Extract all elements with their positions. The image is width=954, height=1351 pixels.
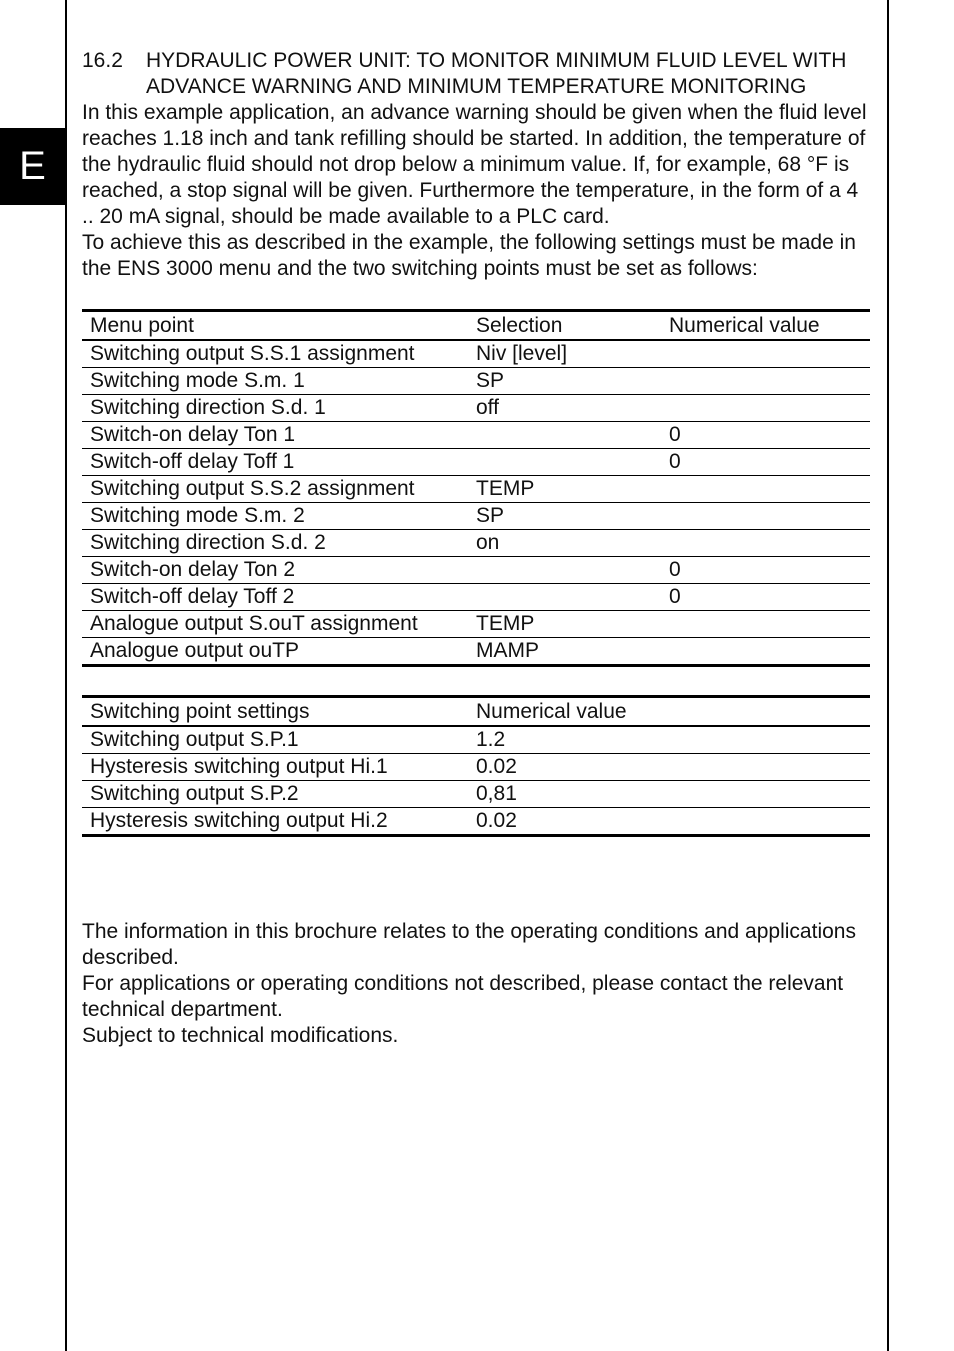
value-cell (661, 503, 870, 530)
right-margin-rule (887, 0, 889, 1351)
selection-cell: Niv [level] (476, 342, 568, 365)
menu-point-cell: Analogue output S.ouT assignment (90, 612, 418, 635)
selection-cell: off (476, 396, 499, 419)
section-number: 16.2 (82, 49, 123, 72)
selection-cell: MAMP (476, 639, 539, 662)
setting-cell: Switching output S.P.2 (90, 782, 299, 805)
language-tab: E (0, 128, 65, 205)
menu-point-cell: Switch-on delay Ton 1 (90, 423, 296, 446)
column-header: Switching point settings (90, 699, 310, 723)
table-row (82, 754, 870, 781)
switching-point-table (82, 695, 870, 837)
menu-point-cell: Switching direction S.d. 2 (90, 531, 326, 554)
menu-point-cell: Switching mode S.m. 1 (90, 369, 305, 392)
menu-settings-table (82, 309, 870, 667)
column-header: Selection (476, 313, 563, 337)
table-row (82, 530, 870, 557)
menu-point-cell: Analogue output ouTP (90, 639, 299, 662)
table-row (82, 476, 870, 503)
selection-cell: on (476, 531, 500, 554)
value-cell: 0.02 (476, 809, 517, 832)
selection-cell: SP (476, 369, 505, 392)
disclaimer-line: Subject to technical modifications. (82, 1024, 399, 1047)
selection-cell (468, 584, 661, 611)
selection-cell (468, 557, 661, 584)
value-cell (661, 530, 870, 557)
table-header-row (82, 697, 870, 727)
value-cell (661, 368, 870, 395)
value-cell (661, 476, 870, 503)
table-row (82, 611, 870, 638)
left-margin-rule (65, 0, 67, 1351)
column-header: Numerical value (476, 699, 627, 723)
table-header-row (82, 311, 870, 341)
value-cell: 0 (669, 558, 681, 581)
table-row (82, 638, 870, 666)
section-title: HYDRAULIC POWER UNIT: TO MONITOR MINIMUM FLUID LEVEL WITH ADVANCE WARNING AND MINIMUM TEMPERATURE MONITORING (146, 49, 847, 98)
disclaimer (82, 919, 870, 1049)
intro-paragraph: In this example application, an advance warning should be given when the fluid level reaches 1.18 inch and tank refilling should be started. In addition, the temperature of the hydraulic fluid should not drop below a minimum value. If, for example, 68 °F is reached, a stop signal will be given. Furthermore the temperature, in the form of a 4 .. 20 mA signal, should be made available to a PLC card. (82, 101, 867, 228)
value-cell: 0 (669, 450, 681, 473)
selection-cell (468, 449, 661, 476)
table-row (82, 557, 870, 584)
value-cell: 1.2 (476, 728, 506, 751)
selection-cell: SP (476, 504, 505, 527)
menu-point-cell: Switching output S.S.1 assignment (90, 342, 415, 365)
menu-point-cell: Switch-off delay Toff 1 (90, 450, 295, 473)
disclaimer-line: The information in this brochure relates to the operating conditions and applications described. (82, 920, 856, 969)
page-content (82, 48, 870, 1049)
value-cell (661, 611, 870, 638)
table-row (82, 503, 870, 530)
selection-cell: TEMP (476, 612, 535, 635)
table-row (82, 340, 870, 368)
selection-cell (468, 422, 661, 449)
intro-paragraph: To achieve this as described in the example, the following settings must be made in the ENS 3000 menu and the two switching points must be set as follows: (82, 231, 856, 280)
setting-cell: Switching output S.P.1 (90, 728, 299, 751)
table-row (82, 422, 870, 449)
value-cell (661, 340, 870, 368)
setting-cell: Hysteresis switching output Hi.2 (90, 809, 388, 832)
table-row (82, 395, 870, 422)
table-row (82, 781, 870, 808)
section-heading (82, 48, 870, 100)
value-cell (661, 395, 870, 422)
menu-point-cell: Switching mode S.m. 2 (90, 504, 305, 527)
value-cell: 0,81 (476, 782, 517, 805)
value-cell (661, 638, 870, 666)
value-cell: 0.02 (476, 755, 517, 778)
table-row (82, 449, 870, 476)
value-cell: 0 (669, 585, 681, 608)
menu-point-cell: Switching direction S.d. 1 (90, 396, 326, 419)
table-row (82, 726, 870, 754)
table-row (82, 368, 870, 395)
column-header: Numerical value (669, 313, 820, 337)
disclaimer-line: For applications or operating conditions not described, please contact the relevant technical department. (82, 972, 844, 1021)
table-row (82, 808, 870, 836)
value-cell: 0 (669, 423, 681, 446)
menu-point-cell: Switching output S.S.2 assignment (90, 477, 415, 500)
selection-cell: TEMP (476, 477, 535, 500)
menu-point-cell: Switch-on delay Ton 2 (90, 558, 296, 581)
table-row (82, 584, 870, 611)
column-header: Menu point (90, 313, 194, 337)
setting-cell: Hysteresis switching output Hi.1 (90, 755, 388, 778)
menu-point-cell: Switch-off delay Toff 2 (90, 585, 295, 608)
